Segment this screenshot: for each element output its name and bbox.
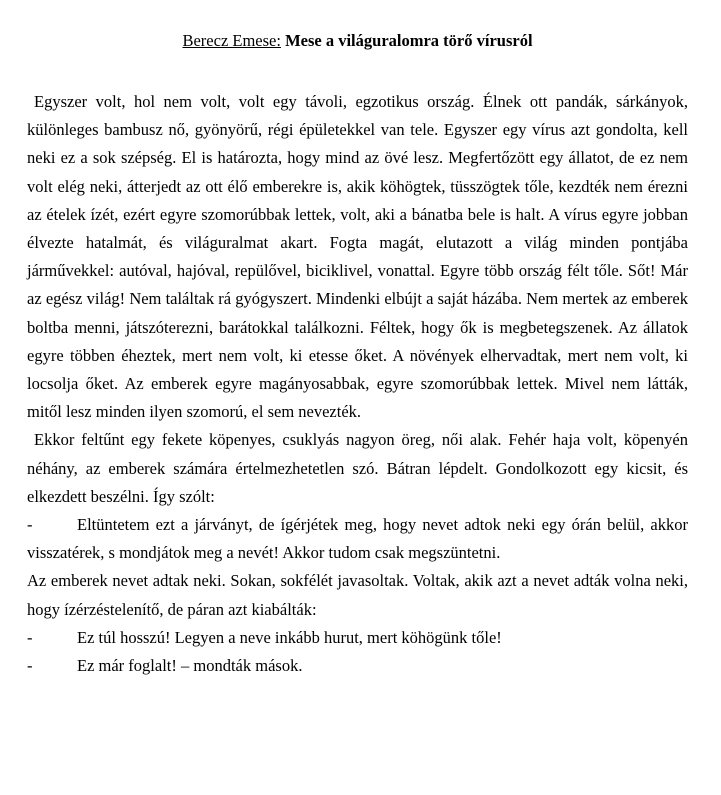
paragraph-3: Az emberek nevet adtak neki. Sokan, sokfélét javasoltak. Voltak, akik azt a nevet adták volna neki, hogy ízérzéstelenítő, de páran azt kiabálták:: [27, 571, 688, 619]
title-work: Mese a világuralomra törő vírusról: [285, 31, 533, 50]
dash-marker-2: -: [27, 627, 33, 647]
dash-item-2: [27, 624, 688, 652]
title-author: Berecz Emese:: [182, 31, 281, 50]
dash-item-3: [27, 652, 688, 680]
dash-text-2: Ez túl hosszú! Legyen a neve inkább hurut, mert köhögünk tőle!: [77, 627, 502, 647]
paragraph-2: Ekkor feltűnt egy fekete köpenyes, csuklyás nagyon öreg, női alak. Fehér haja volt, köpenyén néhány, az emberek számára értelmezhetetlen szó. Bátran lépdelt. Gondolkozott egy kicsit, és elkezdett beszélni. Így szólt:: [27, 430, 688, 506]
paragraph-1: Egyszer volt, hol nem volt, volt egy távoli, egzotikus ország. Élnek ott pandák, sárkányok, különleges bambusz nő, gyönyörű, régi épületekkel van tele. Egyszer egy vírus azt gondolta, kell neki ez a sok szépség. El is határozta, hogy mind az övé lesz. Megfertőzött egy állatot, de ez nem volt elég neki, átterjedt az ott élő emberekre is, akik köhögtek, tüsszögtek tőle, kezdték nem érezni az ételek ízét, ezért egyre szomorúbbak lettek, volt, aki a bánatba bele is halt. A vírus egyre jobban élvezte hatalmát, és világuralmat akart. Fogta magát, elutazott a világ minden pontjába járművekkel: autóval, hajóval, repülővel, biciklivel, vonattal. Egyre több ország félt tőle. Sőt! Már az egész világ! Nem találtak rá gyógyszert. Mindenki elbújt a saját házába. Nem mertek az emberek boltba menni, játszóterezni, barátokkal találkozni. Féltek, hogy ők is megbetegszenek. Az állatok egyre többen éheztek, mert nem volt, ki etesse őket. A növények elhervadtak, mert nem volt, ki locsolja őket. Az emberek egyre magányosabbak, egyre szomorúbbak lettek. Mivel nem látták, mitől lesz minden ilyen szomorú, el sem nevezték.: [27, 92, 688, 422]
document-title: [27, 28, 688, 54]
document-page: [27, 28, 688, 680]
dash-marker-3: -: [27, 656, 33, 676]
dash-text-3: Ez már foglalt! – mondták mások.: [77, 656, 303, 676]
dash-text-1: Eltüntetem ezt a járványt, de ígérjétek meg, hogy nevet adtok neki egy órán belül, akkor visszatérek, s mondjátok meg a nevét! Akkor tudom csak megszüntetni.: [27, 515, 688, 563]
dash-item-1: [27, 511, 688, 567]
dash-marker-1: -: [27, 515, 33, 535]
